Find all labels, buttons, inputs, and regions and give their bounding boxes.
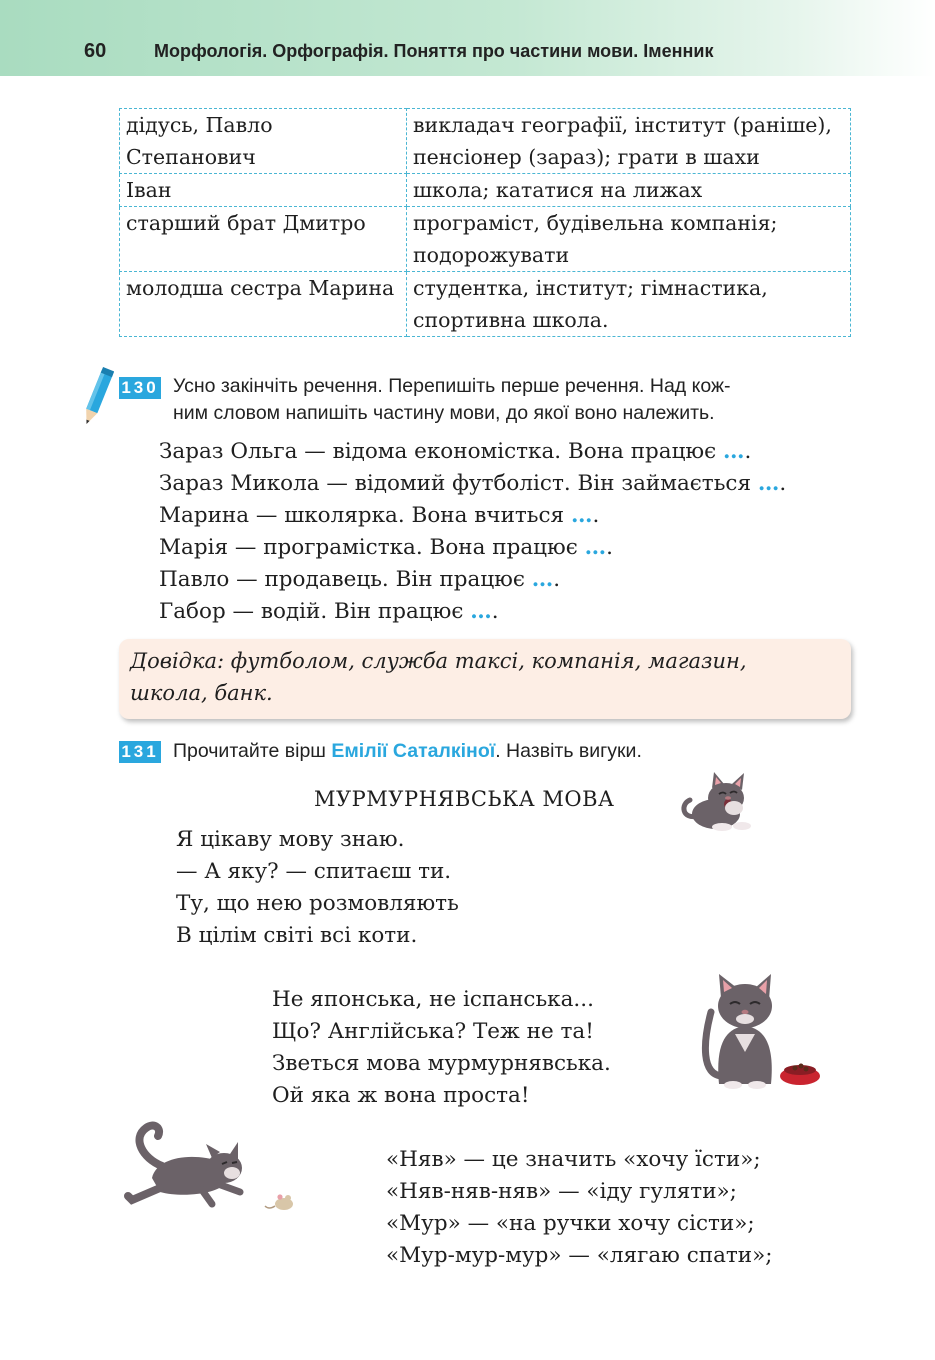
sentence-period: .: [553, 567, 561, 592]
poem-title: МУРМУРНЯВСЬКА МОВА: [314, 787, 615, 811]
sentence-text: Габор — водій. Він працює: [159, 599, 464, 624]
sentence-period: .: [491, 599, 499, 624]
table-cell-person: Іван: [120, 174, 407, 207]
page-header: [0, 0, 935, 76]
sentence-period: .: [606, 535, 613, 560]
sentence-text: Зараз Микола — відомий футболіст. Він займається: [159, 471, 752, 496]
exercise-instruction: [173, 738, 642, 765]
poem-line: Я цікаву мову знаю.: [176, 827, 405, 852]
exercise-sentence: [159, 468, 786, 500]
ellipsis-gap: …: [584, 535, 607, 560]
exercise-number-badge: 130: [119, 377, 161, 399]
sentence-period: .: [779, 471, 787, 496]
table-cell-details: студентка, інститут; гімнастика, спортивна школа.: [407, 272, 851, 337]
exercise-sentence: [159, 596, 499, 628]
table-cell-details: програміст, будівельна компанія; подорожувати: [407, 207, 851, 272]
instruction-line: ним словом напишіть частину мови, до якої воно належить.: [173, 402, 715, 424]
exercise-sentence: [159, 532, 613, 564]
sentence-text: Марія — програмістка. Вона працює: [159, 535, 578, 560]
ellipsis-gap: …: [470, 599, 492, 624]
poem-line: В цілім світі всі коти.: [176, 923, 418, 948]
poem-line: «Мур-мур-мур» — «лягаю спати»;: [386, 1243, 773, 1268]
sentence-text: Зараз Ольга — відома економістка. Вона працює: [159, 439, 717, 464]
ellipsis-gap: …: [723, 439, 745, 464]
page-number: 60: [84, 40, 107, 62]
poem-line: Зветься мова мурмурнявська.: [272, 1051, 611, 1076]
table-row: [120, 207, 851, 272]
poem-line: Що? Англійська? Теж не та!: [272, 1019, 594, 1044]
family-table: [119, 108, 851, 337]
poem-stanza: [176, 824, 459, 952]
sentence-text: Павло — продавець. Він працює: [159, 567, 525, 592]
exercise-sentence: [159, 436, 751, 468]
table-row: [120, 109, 851, 174]
poem-author: Емілії Саталкіної: [331, 740, 496, 762]
exercise-instruction: [173, 373, 731, 427]
instruction-line: Усно закінчіть речення. Перепишіть перше речення. Над кож-: [173, 375, 731, 397]
table-cell-details: школа; кататися на лижах: [407, 174, 851, 207]
ellipsis-gap: …: [570, 503, 593, 528]
table-row: [120, 272, 851, 337]
sentence-period: .: [744, 439, 752, 464]
table-row: [120, 174, 851, 207]
exercise-number-badge: 131: [119, 741, 161, 763]
table-cell-details: викладач географії, інститут (раніше), пенсіонер (зараз); грати в шахи: [407, 109, 851, 174]
ellipsis-gap: …: [531, 567, 554, 592]
poem-line: «Няв» — це значить «хочу їсти»;: [386, 1147, 761, 1172]
cat-sitting-illustration: [697, 972, 825, 1090]
hint-box: [119, 639, 851, 719]
table-cell-person: дідусь, Павло Степанович: [120, 109, 407, 174]
sentence-period: .: [592, 503, 600, 528]
cat-running-illustration: [122, 1118, 300, 1218]
cat-meowing-illustration: [676, 770, 758, 832]
table-cell-person: молодша сестра Марина: [120, 272, 407, 337]
hint-line: Довідка: футболом, служба таксі, компанія, магазин,: [130, 649, 747, 673]
poem-stanza: [272, 984, 611, 1112]
poem-line: Ой яка ж вона проста!: [272, 1083, 530, 1108]
ellipsis-gap: …: [757, 471, 780, 496]
hint-line: школа, банк.: [130, 681, 273, 705]
sentence-text: Марина — школярка. Вона вчиться: [159, 503, 565, 528]
table-cell-person: старший брат Дмитро: [120, 207, 407, 272]
exercise-sentence: [159, 500, 599, 532]
poem-line: — А яку? — спитаєш ти.: [176, 859, 452, 884]
pencil-icon: [80, 366, 114, 430]
poem-stanza: [386, 1144, 773, 1272]
instruction-text: Прочитайте вірш: [173, 740, 326, 762]
poem-line: Ту, що нею розмовляють: [176, 891, 459, 916]
exercise-sentence: [159, 564, 560, 596]
instruction-text: . Назвіть вигуки.: [495, 740, 642, 762]
poem-line: «Мур» — «на ручки хочу сісти»;: [386, 1211, 755, 1236]
poem-line: Не японська, не іспанська...: [272, 987, 594, 1012]
chapter-title: Морфологія. Орфографія. Поняття про частини мови. Іменник: [154, 41, 714, 61]
poem-line: «Няв-няв-няв» — «іду гуляти»;: [386, 1179, 737, 1204]
